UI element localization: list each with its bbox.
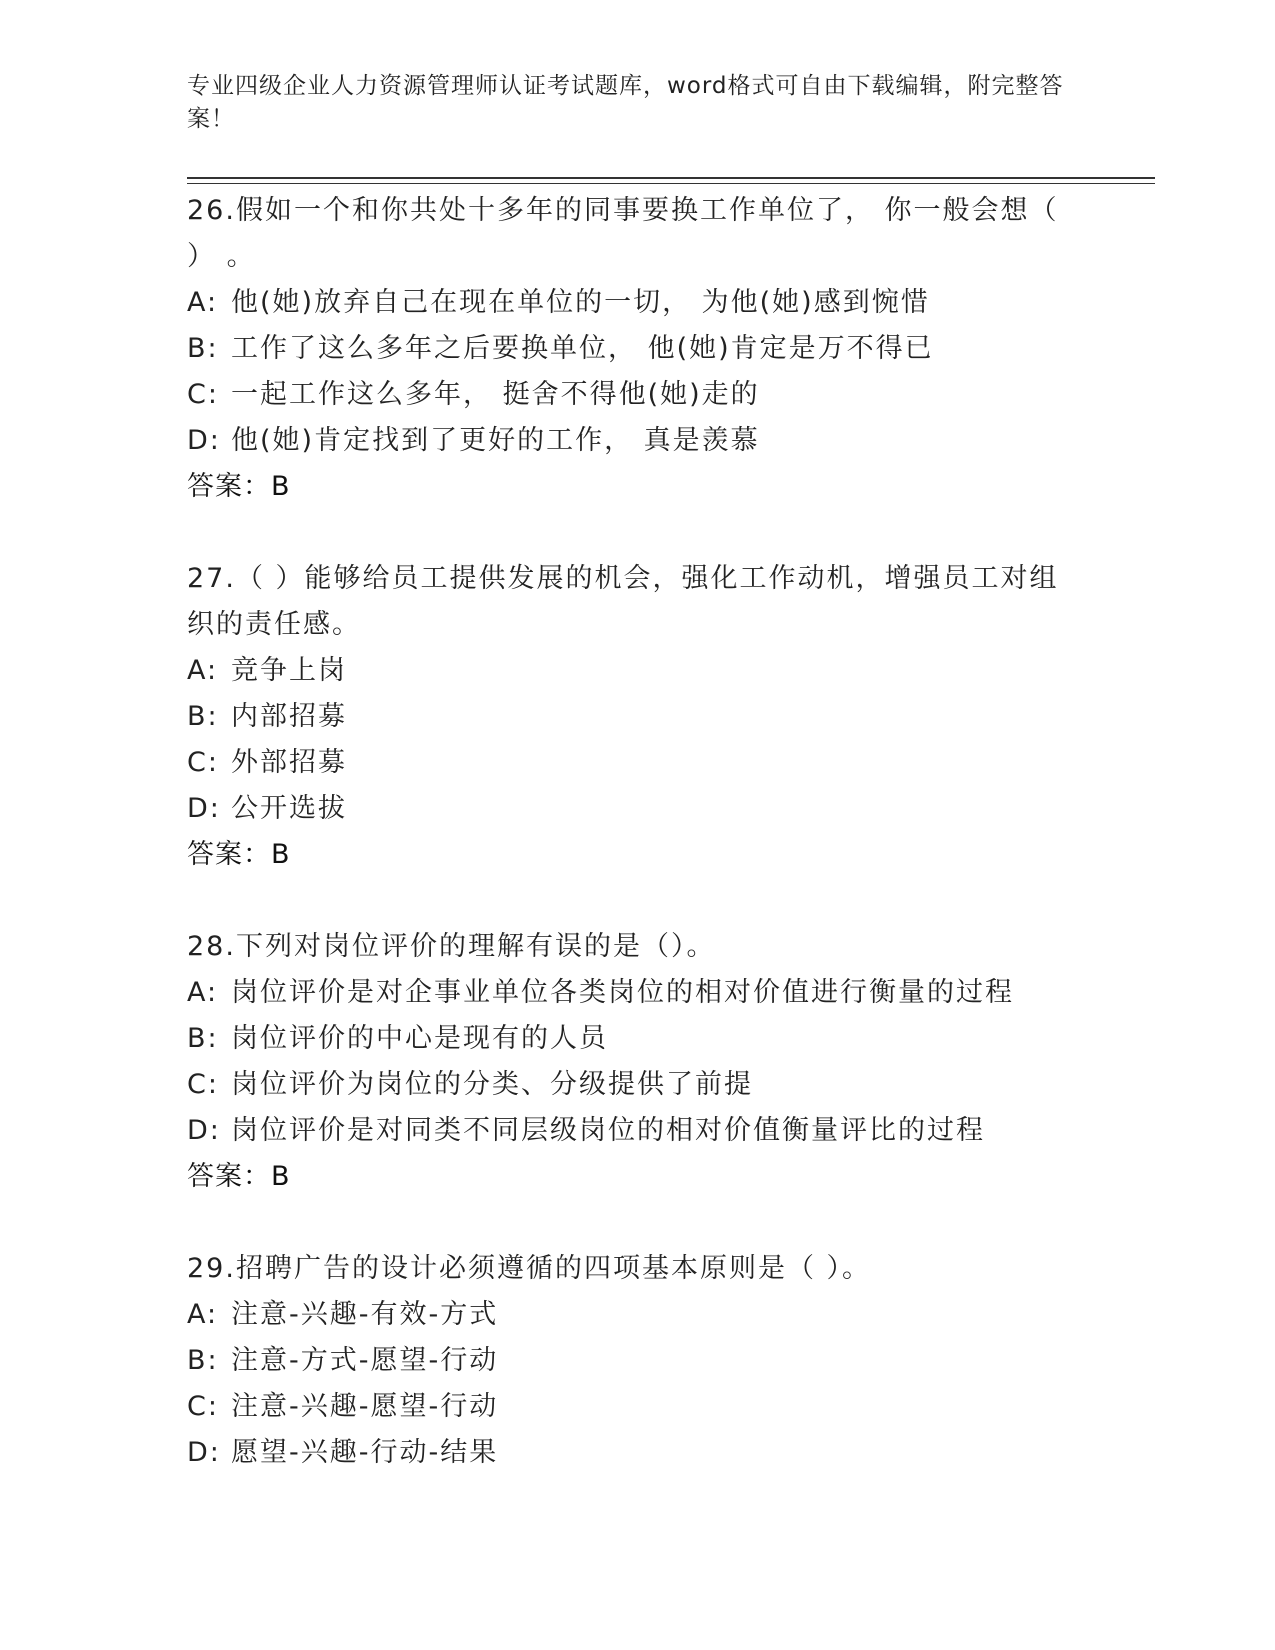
option-letter: A: [187,287,219,318]
option-letter: B: [187,1345,219,1376]
option-c [187,1062,1107,1108]
option-b [187,326,1107,372]
option-letter: D: [187,1437,221,1468]
question-27 [187,556,1107,878]
option-text: 一起工作这么多年， 挺舍不得他(她)走的 [231,379,760,410]
answer-line: 答案：B [187,839,291,870]
option-d [187,418,1107,464]
question-26 [187,188,1107,510]
question-list [187,188,1107,1522]
question-29 [187,1246,1107,1476]
option-a [187,970,1107,1016]
question-text: 27.（ ）能够给员工提供发展的机会，强化工作动机，增强员工对组织的责任感。 [187,563,1059,640]
option-letter: A: [187,655,219,686]
question-text: 26.假如一个和你共处十多年的同事要换工作单位了， 你一般会想（ ） 。 [187,195,1059,272]
option-text: 他(她)肯定找到了更好的工作， 真是羡慕 [231,425,760,456]
option-a [187,648,1107,694]
option-letter: B: [187,701,219,732]
option-letter: C: [187,747,219,778]
question-text: 29.招聘广告的设计必须遵循的四项基本原则是（ ）。 [187,1253,872,1284]
option-text: 愿望-兴趣-行动-结果 [231,1437,499,1468]
question-28 [187,924,1107,1200]
option-text: 岗位评价的中心是现有的人员 [231,1023,608,1054]
option-letter: D: [187,793,221,824]
option-letter: C: [187,379,219,410]
option-text: 岗位评价为岗位的分类、分级提供了前提 [231,1069,753,1100]
option-c [187,1384,1107,1430]
option-text: 内部招募 [231,701,347,732]
option-c [187,740,1107,786]
option-d [187,1108,1107,1154]
option-text: 公开选拔 [231,793,347,824]
option-c [187,372,1107,418]
option-letter: A: [187,1299,219,1330]
option-d [187,1430,1107,1476]
option-text: 工作了这么多年之后要换单位， 他(她)肯定是万不得已 [231,333,934,364]
option-text: 注意-兴趣-愿望-行动 [231,1391,499,1422]
option-letter: D: [187,1115,221,1146]
option-d [187,786,1107,832]
option-letter: C: [187,1069,219,1100]
option-text: 外部招募 [231,747,347,778]
question-text: 28.下列对岗位评价的理解有误的是（）。 [187,931,716,962]
option-text: 注意-兴趣-有效-方式 [231,1299,499,1330]
option-text: 竞争上岗 [231,655,347,686]
option-letter: D: [187,425,221,456]
option-b [187,694,1107,740]
option-a [187,280,1107,326]
answer-line: 答案：B [187,1161,291,1192]
option-a [187,1292,1107,1338]
option-letter: A: [187,977,219,1008]
option-text: 岗位评价是对同类不同层级岗位的相对价值衡量评比的过程 [231,1115,985,1146]
option-text: 岗位评价是对企事业单位各类岗位的相对价值进行衡量的过程 [231,977,1014,1008]
answer-line: 答案：B [187,471,291,502]
option-text: 注意-方式-愿望-行动 [231,1345,499,1376]
header-divider-thick [187,177,1155,179]
option-letter: B: [187,1023,219,1054]
option-b [187,1338,1107,1384]
option-letter: C: [187,1391,219,1422]
option-letter: B: [187,333,219,364]
document-header: 专业四级企业人力资源管理师认证考试题库，word格式可自由下载编辑，附完整答案！ [187,73,1064,132]
header-divider-thin [187,183,1155,184]
option-b [187,1016,1107,1062]
option-text: 他(她)放弃自己在现在单位的一切， 为他(她)感到惋惜 [231,287,930,318]
